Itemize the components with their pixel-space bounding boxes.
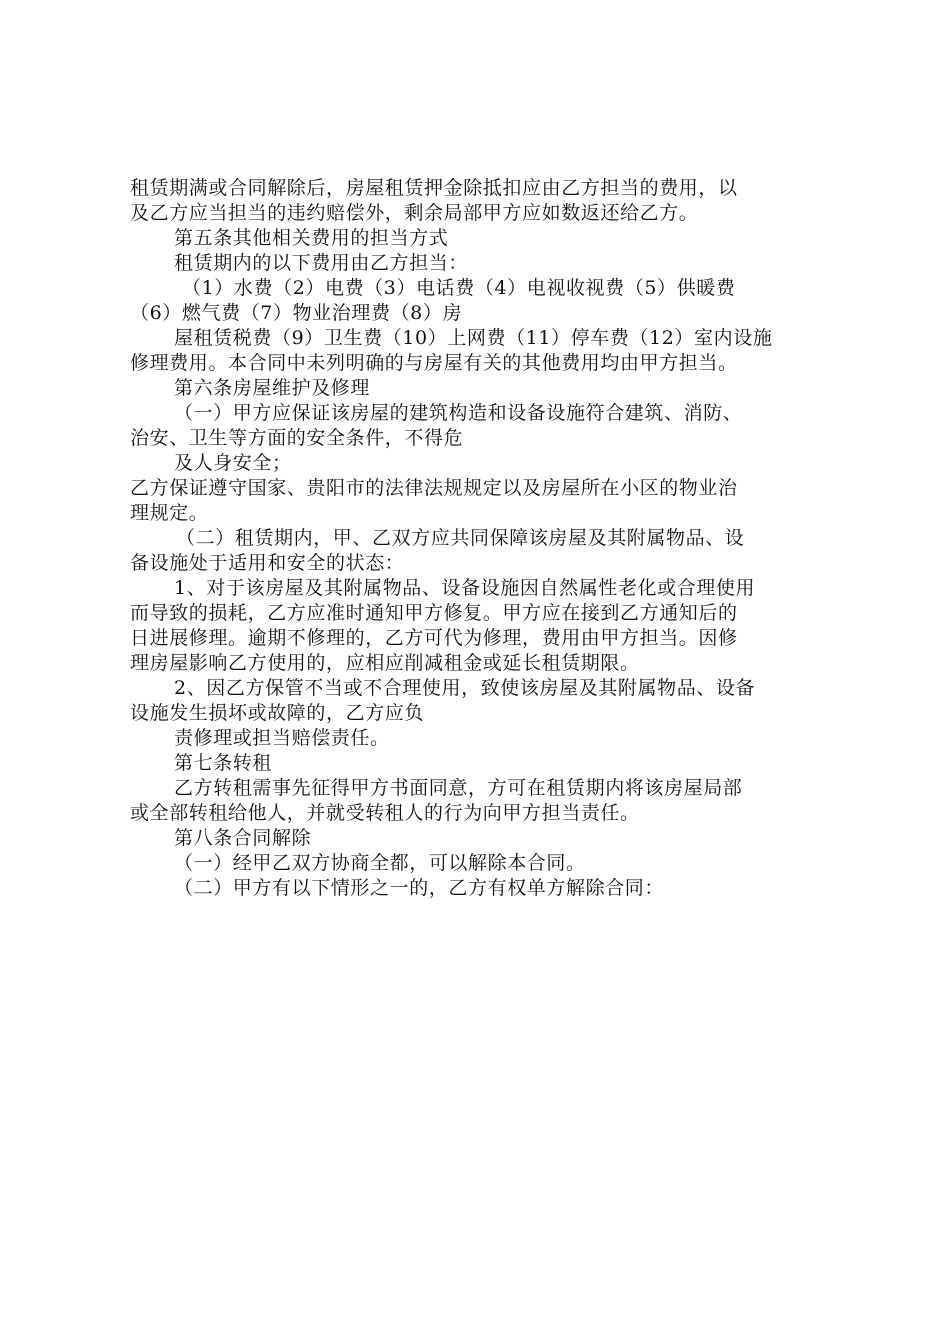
paragraph-line: 治安、卫生等方面的安全条件，不得危	[130, 427, 464, 449]
paragraph-line: 日进展修理。逾期不修理的，乙方可代为修理，费用由甲方担当。因修	[130, 627, 738, 649]
paragraph-line: （二）甲方有以下情形之一的，乙方有权单方解除合同：	[174, 877, 665, 899]
paragraph-line: 理房屋影响乙方使用的，应相应削减租金或延长租赁期限。	[130, 652, 640, 674]
paragraph-line: 租赁期满或合同解除后，房屋租赁押金除抵扣应由乙方担当的费用，以	[130, 177, 738, 199]
section-heading: 第六条房屋维护及修理	[174, 377, 371, 399]
paragraph-line: 及人身安全；	[174, 452, 292, 474]
paragraph-line: 责修理或担当赔偿责任。	[174, 727, 390, 749]
paragraph-line: （二）租赁期内，甲、乙双方应共同保障该房屋及其附属物品、设	[176, 527, 745, 549]
paragraph-line: （一）甲方应保证该房屋的建筑构造和设备设施符合建筑、消防、	[174, 402, 743, 424]
paragraph-line: （一）经甲乙双方协商全都，可以解除本合同。	[174, 852, 586, 874]
paragraph-line: 理规定。	[130, 502, 209, 524]
fee-list-line: （1）水费（2）电费（3）电话费（4）电视收视费（5）供暖费	[182, 277, 736, 299]
fee-list-line: （6）燃气费（7）物业治理费（8）房	[130, 302, 463, 324]
paragraph-line: 2、因乙方保管不当或不合理使用，致使该房屋及其附属物品、设备	[174, 677, 756, 699]
paragraph-line: 设施发生损坏或故障的，乙方应负	[130, 702, 425, 724]
paragraph-line: 租赁期内的以下费用由乙方担当：	[174, 252, 469, 274]
paragraph-line: 乙方转租需事先征得甲方书面同意，方可在租赁期内将该房屋局部	[174, 777, 743, 799]
contract-text	[130, 176, 830, 901]
paragraph-line: 或全部转租给他人，并就受转租人的行为向甲方担当责任。	[130, 802, 640, 824]
section-heading: 第五条其他相关费用的担当方式	[174, 227, 449, 249]
section-heading: 第七条转租	[174, 752, 273, 774]
paragraph-line: 修理费用。本合同中未列明确的与房屋有关的其他费用均由甲方担当。	[130, 352, 738, 374]
paragraph-line: 1、对于该房屋及其附属物品、设备设施因自然属性老化或合理使用	[174, 577, 756, 599]
paragraph-line: 备设施处于适用和安全的状态：	[130, 552, 405, 574]
paragraph-line: 及乙方应当担当的违约赔偿外，剩余局部甲方应如数返还给乙方。	[130, 202, 699, 224]
paragraph-line: 而导致的损耗，乙方应准时通知甲方修复。甲方应在接到乙方通知后的	[130, 602, 738, 624]
fee-list-line: 屋租赁税费（9）卫生费（10）上网费（11）停车费（12）室内设施	[174, 327, 773, 349]
section-heading: 第八条合同解除	[174, 827, 312, 849]
paragraph-line: 乙方保证遵守国家、贵阳市的法律法规规定以及房屋所在小区的物业治	[130, 477, 738, 499]
